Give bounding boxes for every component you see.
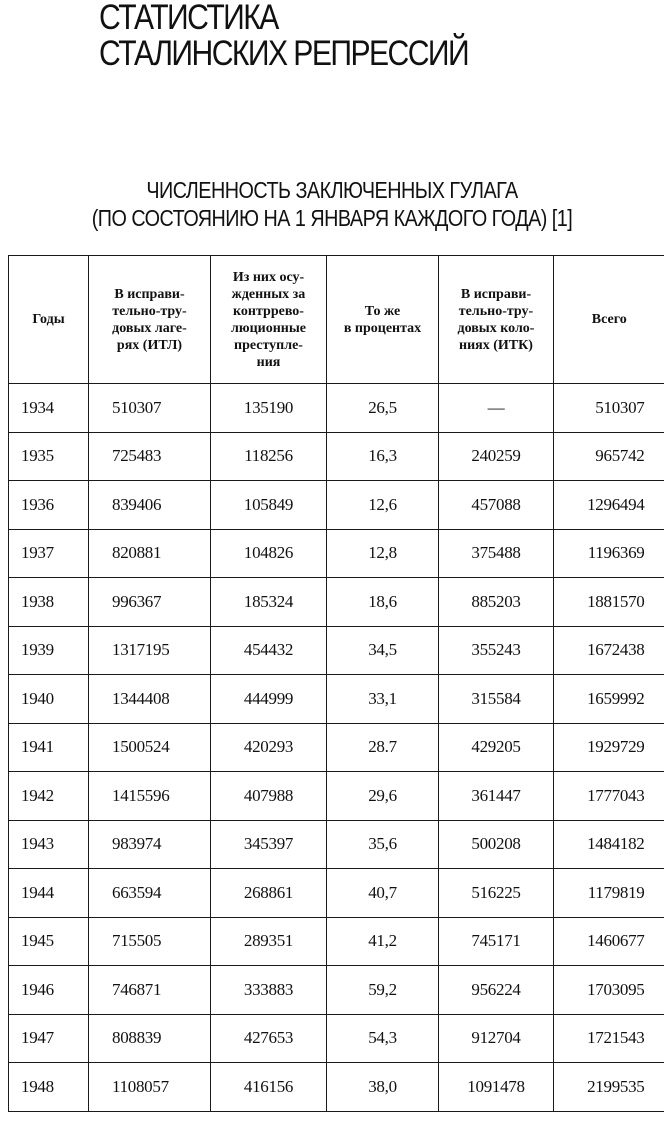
cell-itk: 375488 xyxy=(439,529,554,578)
cell-year: 1941 xyxy=(9,723,89,772)
cell-itk: 885203 xyxy=(439,578,554,627)
cell-itk: 1091478 xyxy=(439,1063,554,1112)
cell-itk: 500208 xyxy=(439,820,554,869)
cell-itk: 315584 xyxy=(439,675,554,724)
cell-year: 1945 xyxy=(9,917,89,966)
table-row xyxy=(9,432,664,481)
cell-year: 1936 xyxy=(9,481,89,530)
cell-total: 1460677 xyxy=(554,917,664,966)
cell-counter-revolutionary: 118256 xyxy=(211,432,327,481)
cell-itl: 996367 xyxy=(89,578,211,627)
table-caption-line-2: (ПО СОСТОЯНИЮ НА 1 ЯНВАРЯ КАЖДОГО ГОДА) [1] xyxy=(91,205,573,231)
page-title xyxy=(99,0,619,72)
table-row xyxy=(9,481,664,530)
cell-year: 1947 xyxy=(9,1014,89,1063)
cell-itl: 663594 xyxy=(89,869,211,918)
cell-counter-revolutionary: 104826 xyxy=(211,529,327,578)
cell-itl: 1344408 xyxy=(89,675,211,724)
table-row xyxy=(9,869,664,918)
cell-counter-revolutionary: 444999 xyxy=(211,675,327,724)
cell-percent: 16,3 xyxy=(327,432,439,481)
cell-total: 2199535 xyxy=(554,1063,664,1112)
cell-year: 1943 xyxy=(9,820,89,869)
cell-counter-revolutionary: 427653 xyxy=(211,1014,327,1063)
cell-year: 1934 xyxy=(9,384,89,433)
cell-itl: 983974 xyxy=(89,820,211,869)
column-header-counter-revolutionary: Из них осу- жденных за контррево- люционные преступле- ния xyxy=(211,256,327,384)
cell-itl: 725483 xyxy=(89,432,211,481)
table-row xyxy=(9,578,664,627)
cell-total: 1881570 xyxy=(554,578,664,627)
cell-percent: 18,6 xyxy=(327,578,439,627)
cell-percent: 34,5 xyxy=(327,626,439,675)
cell-total: 1179819 xyxy=(554,869,664,918)
cell-itl: 746871 xyxy=(89,966,211,1015)
column-header-percent: То же в процентах xyxy=(327,256,439,384)
gulag-prisoners-table xyxy=(8,255,664,1112)
cell-itl: 1317195 xyxy=(89,626,211,675)
cell-percent: 35,6 xyxy=(327,820,439,869)
column-header-itk: В исправи- тельно-тру- довых коло- ниях (ИТК) xyxy=(439,256,554,384)
cell-itl: 715505 xyxy=(89,917,211,966)
cell-itk: 516225 xyxy=(439,869,554,918)
table-row xyxy=(9,966,664,1015)
cell-itl: 1108057 xyxy=(89,1063,211,1112)
table-row xyxy=(9,529,664,578)
cell-percent: 38,0 xyxy=(327,1063,439,1112)
cell-counter-revolutionary: 454432 xyxy=(211,626,327,675)
cell-year: 1937 xyxy=(9,529,89,578)
cell-counter-revolutionary: 268861 xyxy=(211,869,327,918)
cell-year: 1948 xyxy=(9,1063,89,1112)
cell-counter-revolutionary: 416156 xyxy=(211,1063,327,1112)
cell-itk: 429205 xyxy=(439,723,554,772)
cell-counter-revolutionary: 185324 xyxy=(211,578,327,627)
cell-percent: 26,5 xyxy=(327,384,439,433)
cell-percent: 41,2 xyxy=(327,917,439,966)
cell-total: 965742 xyxy=(554,432,664,481)
column-header-itl: В исправи- тельно-тру- довых лаге- рях (ИТЛ) xyxy=(89,256,211,384)
table-row xyxy=(9,820,664,869)
cell-counter-revolutionary: 289351 xyxy=(211,917,327,966)
cell-counter-revolutionary: 135190 xyxy=(211,384,327,433)
cell-percent: 12,8 xyxy=(327,529,439,578)
column-header-total: Всего xyxy=(554,256,664,384)
cell-counter-revolutionary: 420293 xyxy=(211,723,327,772)
cell-itk: 912704 xyxy=(439,1014,554,1063)
cell-total: 1672438 xyxy=(554,626,664,675)
cell-year: 1944 xyxy=(9,869,89,918)
cell-year: 1935 xyxy=(9,432,89,481)
cell-total: 1929729 xyxy=(554,723,664,772)
cell-year: 1938 xyxy=(9,578,89,627)
table-row xyxy=(9,917,664,966)
cell-total: 1296494 xyxy=(554,481,664,530)
table-row xyxy=(9,1014,664,1063)
page-title-line-2: СТАЛИНСКИХ РЕПРЕССИЙ xyxy=(99,34,469,73)
cell-counter-revolutionary: 407988 xyxy=(211,772,327,821)
cell-year: 1946 xyxy=(9,966,89,1015)
cell-total: 1721543 xyxy=(554,1014,664,1063)
table-row xyxy=(9,1063,664,1112)
cell-percent: 54,3 xyxy=(327,1014,439,1063)
table-row xyxy=(9,626,664,675)
cell-percent: 28.7 xyxy=(327,723,439,772)
cell-itl: 1500524 xyxy=(89,723,211,772)
cell-total: 1659992 xyxy=(554,675,664,724)
cell-itk: 355243 xyxy=(439,626,554,675)
cell-itl: 510307 xyxy=(89,384,211,433)
page-title-line-1: СТАТИСТИКА xyxy=(99,0,278,37)
cell-year: 1939 xyxy=(9,626,89,675)
cell-itl: 808839 xyxy=(89,1014,211,1063)
cell-total: 1196369 xyxy=(554,529,664,578)
cell-counter-revolutionary: 345397 xyxy=(211,820,327,869)
cell-year: 1940 xyxy=(9,675,89,724)
cell-itk: 745171 xyxy=(439,917,554,966)
table-caption xyxy=(0,176,664,232)
table-row xyxy=(9,675,664,724)
table-row xyxy=(9,723,664,772)
cell-percent: 40,7 xyxy=(327,869,439,918)
cell-itk: 956224 xyxy=(439,966,554,1015)
table-body xyxy=(9,384,664,1112)
cell-percent: 59,2 xyxy=(327,966,439,1015)
cell-itl: 820881 xyxy=(89,529,211,578)
cell-itl: 1415596 xyxy=(89,772,211,821)
cell-percent: 33,1 xyxy=(327,675,439,724)
cell-itk: — xyxy=(439,384,554,433)
cell-itk: 457088 xyxy=(439,481,554,530)
cell-counter-revolutionary: 105849 xyxy=(211,481,327,530)
table-row xyxy=(9,384,664,433)
cell-total: 1484182 xyxy=(554,820,664,869)
table-header-row xyxy=(9,256,664,384)
table-row xyxy=(9,772,664,821)
cell-itk: 361447 xyxy=(439,772,554,821)
cell-itl: 839406 xyxy=(89,481,211,530)
column-header-years: Годы xyxy=(9,256,89,384)
cell-counter-revolutionary: 333883 xyxy=(211,966,327,1015)
cell-total: 1777043 xyxy=(554,772,664,821)
cell-percent: 12,6 xyxy=(327,481,439,530)
table-caption-line-1: ЧИСЛЕННОСТЬ ЗАКЛЮЧЕННЫХ ГУЛАГА xyxy=(146,177,518,203)
cell-percent: 29,6 xyxy=(327,772,439,821)
cell-total: 1703095 xyxy=(554,966,664,1015)
cell-total: 510307 xyxy=(554,384,664,433)
cell-itk: 240259 xyxy=(439,432,554,481)
cell-year: 1942 xyxy=(9,772,89,821)
